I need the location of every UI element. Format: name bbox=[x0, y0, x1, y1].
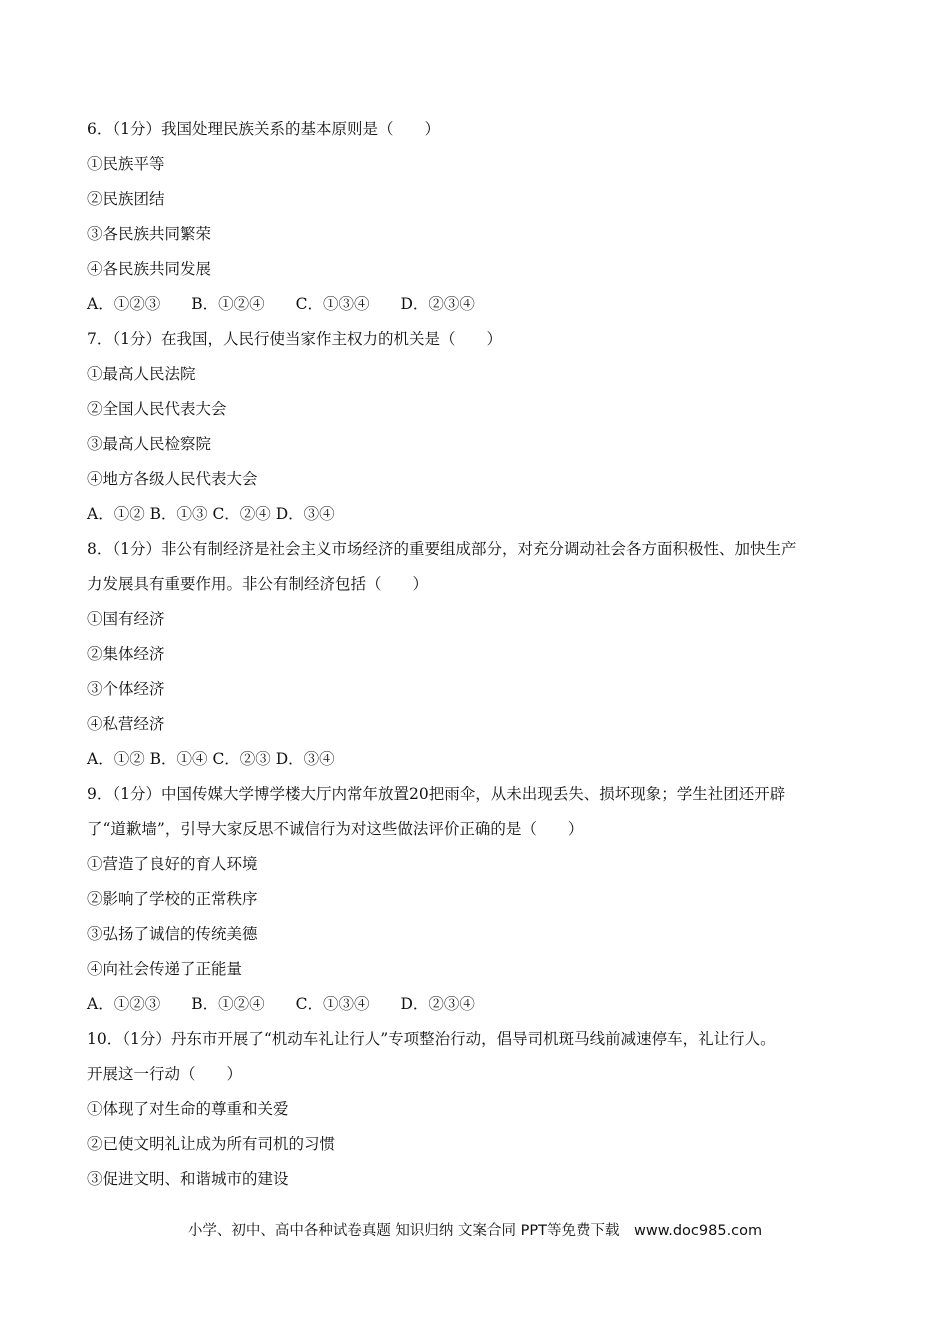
option-item: ①营造了良好的育人环境 bbox=[87, 855, 258, 873]
option-item: ②民族团结 bbox=[87, 190, 165, 208]
option-item: ②集体经济 bbox=[87, 645, 165, 663]
option-item: ②全国人民代表大会 bbox=[87, 400, 227, 418]
answer-choices: A．①② B．①③ C．②④ D．③④ bbox=[87, 505, 335, 523]
option-item: ①国有经济 bbox=[87, 610, 165, 628]
question-stem-line-2: 力发展具有重要作用。非公有制经济包括（ ） bbox=[87, 575, 429, 593]
option-item: ③弘扬了诚信的传统美德 bbox=[87, 925, 258, 943]
question-8 bbox=[87, 535, 877, 780]
option-item: ③各民族共同繁荣 bbox=[87, 225, 212, 243]
question-7 bbox=[87, 325, 877, 535]
question-6 bbox=[87, 115, 877, 325]
answer-choices: A．①②③ B．①②④ C．①③④ D．②③④ bbox=[87, 295, 475, 313]
option-item: ②影响了学校的正常秩序 bbox=[87, 890, 258, 908]
question-stem-line-2: 了“道歉墙”，引导大家反思不诚信行为对这些做法评价正确的是（ ） bbox=[87, 820, 584, 838]
option-item: ②已使文明礼让成为所有司机的习惯 bbox=[87, 1135, 336, 1153]
question-9 bbox=[87, 780, 877, 1025]
option-item: ①最高人民法院 bbox=[87, 365, 196, 383]
question-10 bbox=[87, 1025, 877, 1200]
question-list bbox=[87, 115, 877, 1200]
question-stem: 6．（1分）我国处理民族关系的基本原则是（ ） bbox=[87, 120, 440, 138]
option-item: ①体现了对生命的尊重和关爱 bbox=[87, 1100, 289, 1118]
option-item: ③促进文明、和谐城市的建设 bbox=[87, 1170, 289, 1188]
option-item: ③个体经济 bbox=[87, 680, 165, 698]
answer-choices: A．①②③ B．①②④ C．①③④ D．②③④ bbox=[87, 995, 475, 1013]
option-item: ①民族平等 bbox=[87, 155, 165, 173]
page-footer: 小学、初中、高中各种试卷真题 知识归纳 文案合同 PPT等免费下载 www.doc985.com bbox=[187, 1223, 763, 1239]
question-stem-line-2: 开展这一行动（ ） bbox=[87, 1065, 243, 1083]
option-item: ④地方各级人民代表大会 bbox=[87, 470, 258, 488]
question-stem-line-1: 9．（1分）中国传媒大学博学楼大厅内常年放置20把雨伞，从未出现丢失、损坏现象；学生社团还开辟 bbox=[87, 785, 786, 803]
option-item: ④私营经济 bbox=[87, 715, 165, 733]
question-stem-line-1: 8．（1分）非公有制经济是社会主义市场经济的重要组成部分，对充分调动社会各方面积极性、加快生产 bbox=[87, 540, 797, 558]
question-stem: 7．（1分）在我国，人民行使当家作主权力的机关是（ ） bbox=[87, 330, 502, 348]
question-stem-line-1: 10．（1分）丹东市开展了“机动车礼让行人”专项整治行动，倡导司机斑马线前减速停车，礼让行人。 bbox=[87, 1030, 776, 1048]
option-item: ④各民族共同发展 bbox=[87, 260, 212, 278]
answer-choices: A．①② B．①④ C．②③ D．③④ bbox=[87, 750, 335, 768]
option-item: ④向社会传递了正能量 bbox=[87, 960, 243, 978]
option-item: ③最高人民检察院 bbox=[87, 435, 212, 453]
